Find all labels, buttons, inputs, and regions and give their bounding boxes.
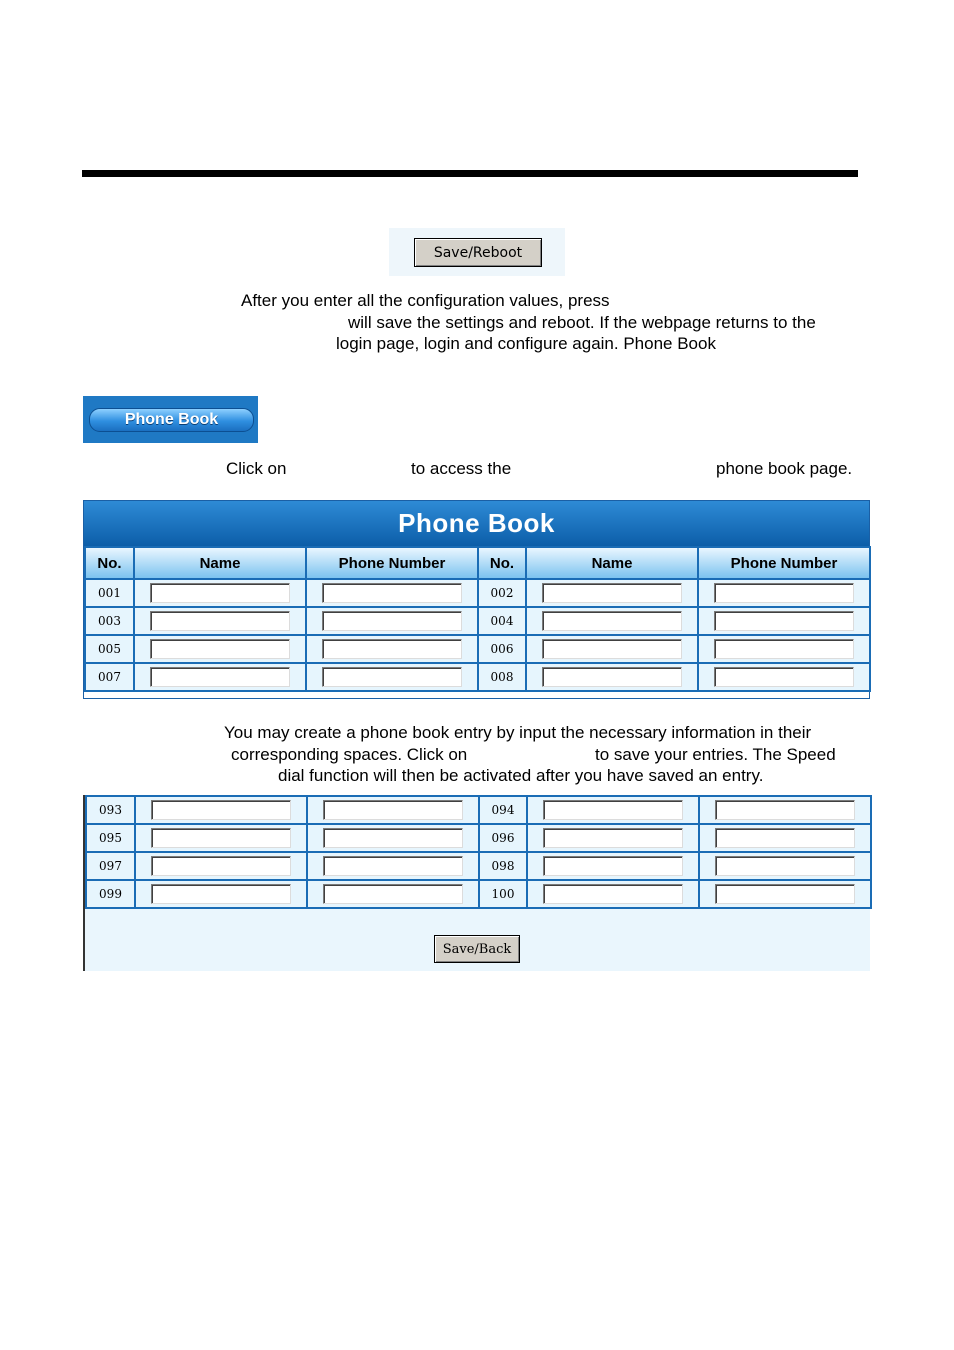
paragraph1-line3: login page, login and configure again. Phone Book [336,334,716,353]
table-row [86,824,871,852]
entry-number: 100 [479,880,527,908]
phone-input[interactable] [322,611,462,631]
save-reboot-button[interactable]: Save/Reboot [414,238,542,267]
header-name-2: Name [526,547,698,579]
entry-number: 008 [478,663,526,691]
phone-input[interactable] [714,611,854,631]
save-reboot-figure [389,228,565,276]
page-text: phone book page. [716,459,853,478]
paragraph2-line3: dial function will then be activated after you have saved an entry. [278,766,764,785]
name-input[interactable] [150,611,290,631]
entry-number: 095 [86,824,135,852]
click-on-text: Click on [226,459,287,478]
table-row [85,579,870,607]
header-name-1: Name [134,547,306,579]
entry-number: 006 [478,635,526,663]
paragraph2-line2b: to save your entries. The Speed [595,745,836,764]
phone-book-table [84,546,871,692]
phone-input[interactable] [715,884,855,904]
name-input[interactable] [543,828,683,848]
phone-input[interactable] [323,828,463,848]
table-row [86,796,871,824]
table-row [85,663,870,691]
name-input[interactable] [542,639,682,659]
name-input[interactable] [542,583,682,603]
phone-input[interactable] [714,639,854,659]
entry-number: 003 [85,607,134,635]
phone-input[interactable] [323,884,463,904]
name-input[interactable] [542,667,682,687]
entry-number: 096 [479,824,527,852]
paragraph2-line2a: corresponding spaces. Click on [231,745,468,764]
phone-input[interactable] [323,856,463,876]
phone-input[interactable] [714,667,854,687]
name-input[interactable] [151,884,291,904]
paragraph1-line2: will save the settings and reboot. If the webpage returns to the [348,313,816,332]
entry-number: 093 [86,796,135,824]
table-row [86,852,871,880]
name-input[interactable] [150,667,290,687]
phone-book-badge [83,396,258,443]
phone-book-panel [83,500,870,699]
phone-book-button[interactable]: Phone Book [89,408,254,432]
table-row [86,880,871,908]
phone-input[interactable] [323,800,463,820]
name-input[interactable] [543,884,683,904]
name-input[interactable] [542,611,682,631]
phone-input[interactable] [715,800,855,820]
section-divider [82,170,858,177]
phone-input[interactable] [322,667,462,687]
name-input[interactable] [150,583,290,603]
name-input[interactable] [150,639,290,659]
phone-book-panel-bottom [83,795,870,971]
name-input[interactable] [151,828,291,848]
access-text: to access the [411,459,512,478]
name-input[interactable] [151,800,291,820]
table-row [85,607,870,635]
entry-number: 004 [478,607,526,635]
entry-number: 001 [85,579,134,607]
entry-number: 002 [478,579,526,607]
table-row [85,635,870,663]
phone-input[interactable] [715,828,855,848]
phone-input[interactable] [322,583,462,603]
entry-number: 098 [479,852,527,880]
paragraph1-line1: After you enter all the configuration values, press [241,291,610,310]
entry-number: 005 [85,635,134,663]
entry-number: 099 [86,880,135,908]
entry-number: 007 [85,663,134,691]
phone-book-table-bottom [85,795,872,909]
phone-book-title: Phone Book [84,501,869,546]
header-no-1: No. [85,547,134,579]
phone-input[interactable] [714,583,854,603]
header-phone-1: Phone Number [306,547,478,579]
entry-number: 094 [479,796,527,824]
phone-input[interactable] [322,639,462,659]
phone-input[interactable] [715,856,855,876]
name-input[interactable] [543,856,683,876]
paragraph2-line1: You may create a phone book entry by input the necessary information in their [224,723,812,742]
header-phone-2: Phone Number [698,547,870,579]
name-input[interactable] [543,800,683,820]
save-back-button[interactable]: Save/Back [434,935,520,963]
entry-number: 097 [86,852,135,880]
header-no-2: No. [478,547,526,579]
name-input[interactable] [151,856,291,876]
